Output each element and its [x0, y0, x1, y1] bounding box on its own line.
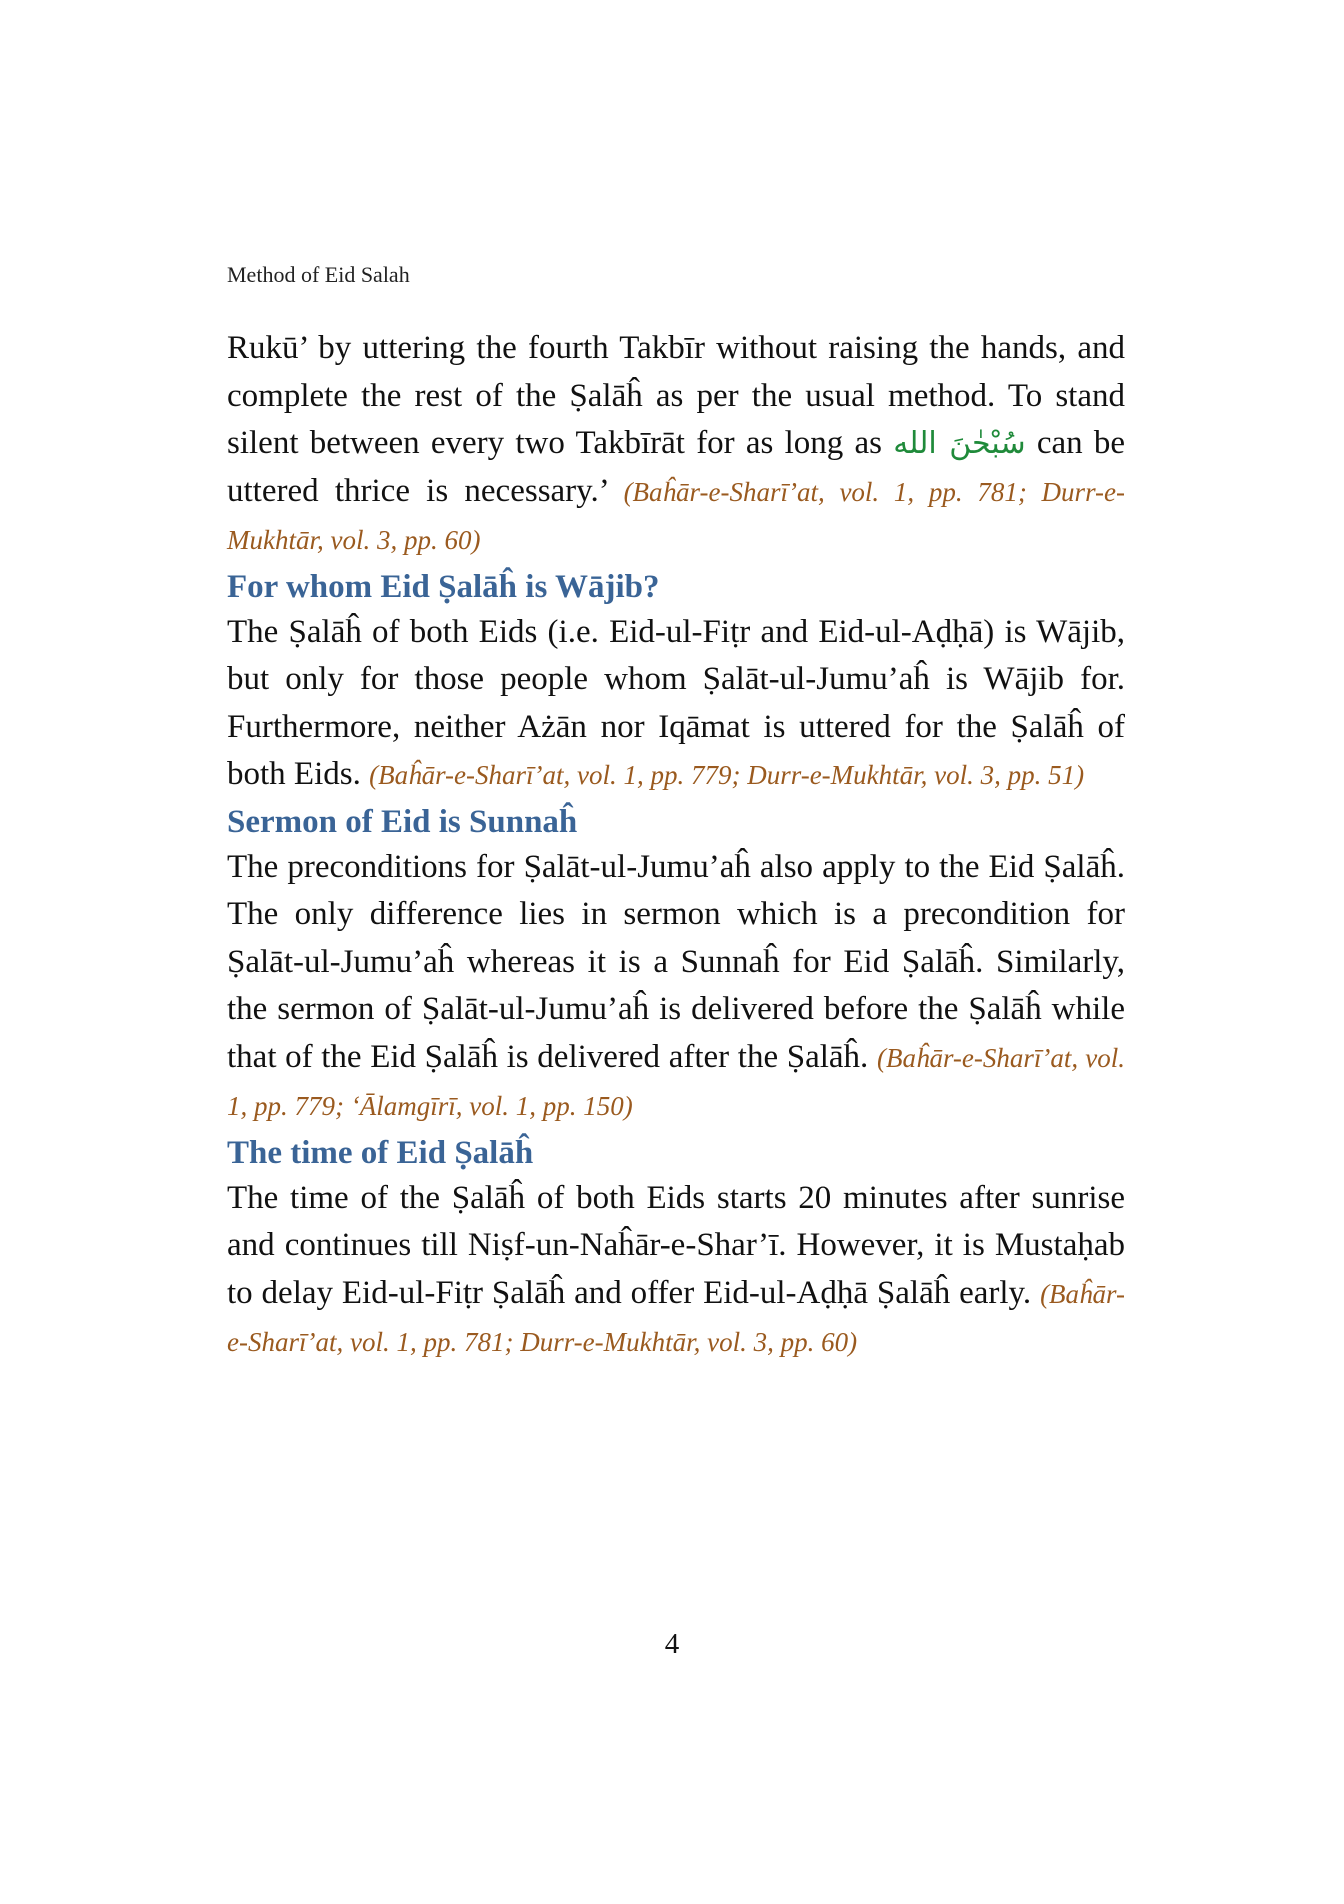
- section-text: The Ṣalāĥ of both Eids (i.e. Eid-ul-Fiṭr and Eid-ul-Aḍḥā) is Wājib, but only for those people whom Ṣalāt-ul-Jumu’aĥ is Wājib for. Furthermore, neither Ażān nor Iqāmat is uttered for the Ṣalāĥ of both Eids.: [227, 613, 1125, 792]
- section-body-wajib: [227, 609, 1125, 800]
- section-heading-sermon: Sermon of Eid is Sunnaĥ: [227, 803, 578, 840]
- section-body-time: [227, 1175, 1125, 1367]
- page-number: 4: [664, 1628, 680, 1660]
- section-citation: (Baĥār-e-Sharī’at, vol. 1, pp. 781; Durr-e-Mukhtār, vol. 3, pp. 60): [227, 1278, 1126, 1357]
- section-text: The preconditions for Ṣalāt-ul-Jumu’aĥ also apply to the Eid Ṣalāĥ. The only difference lies in sermon which is a precondition for Ṣalāt-ul-Jumu’aĥ whereas it is a Sunnaĥ for Eid Ṣalāĥ. Similarly, the sermon of Ṣalāt-ul-Jumu’aĥ is delivered before the Ṣalāĥ while that of the Eid Ṣalāĥ is delivered after the Ṣalāĥ.: [227, 848, 1125, 1075]
- intro-paragraph: [227, 325, 1125, 565]
- section-heading-time: The time of Eid Ṣalāĥ: [227, 1134, 534, 1171]
- arabic-subhanallah: سُبْحٰنَ الله: [893, 426, 1026, 461]
- intro-citation: (Baĥār-e-Sharī’at, vol. 1, pp. 781; Durr-e-Mukhtār, vol. 3, pp. 60): [227, 476, 1125, 555]
- section-text: The time of the Ṣalāĥ of both Eids starts 20 minutes after sunrise and continues till Niṣf-un-Naĥār-e-Shar’ī. However, it is Mustaḥab to delay Eid-ul-Fiṭr Ṣalāĥ and offer Eid-ul-Aḍḥā Ṣalāĥ early.: [227, 1179, 1125, 1311]
- section-body-sermon: [227, 844, 1125, 1131]
- section-citation: (Baĥār-e-Sharī’at, vol. 1, pp. 779; Durr-e-Mukhtār, vol. 3, pp. 51): [369, 760, 1085, 790]
- intro-text-2: can be uttered thrice is necessary.’: [227, 425, 1126, 509]
- section-citation: (Baĥār-e-Sharī’at, vol. 1, pp. 779; ‘Ālamgīrī, vol. 1, pp. 150): [227, 1042, 1126, 1121]
- running-head: Method of Eid Salah: [227, 262, 410, 287]
- intro-text-1: Rukū’ by uttering the fourth Takbīr without raising the hands, and complete the rest of the Ṣalāĥ as per the usual method. To stand silent between every two Takbīrāt for as long as: [227, 330, 1125, 461]
- page-content: [227, 325, 1125, 1367]
- section-heading-wajib: For whom Eid Ṣalāĥ is Wājib?: [227, 568, 660, 605]
